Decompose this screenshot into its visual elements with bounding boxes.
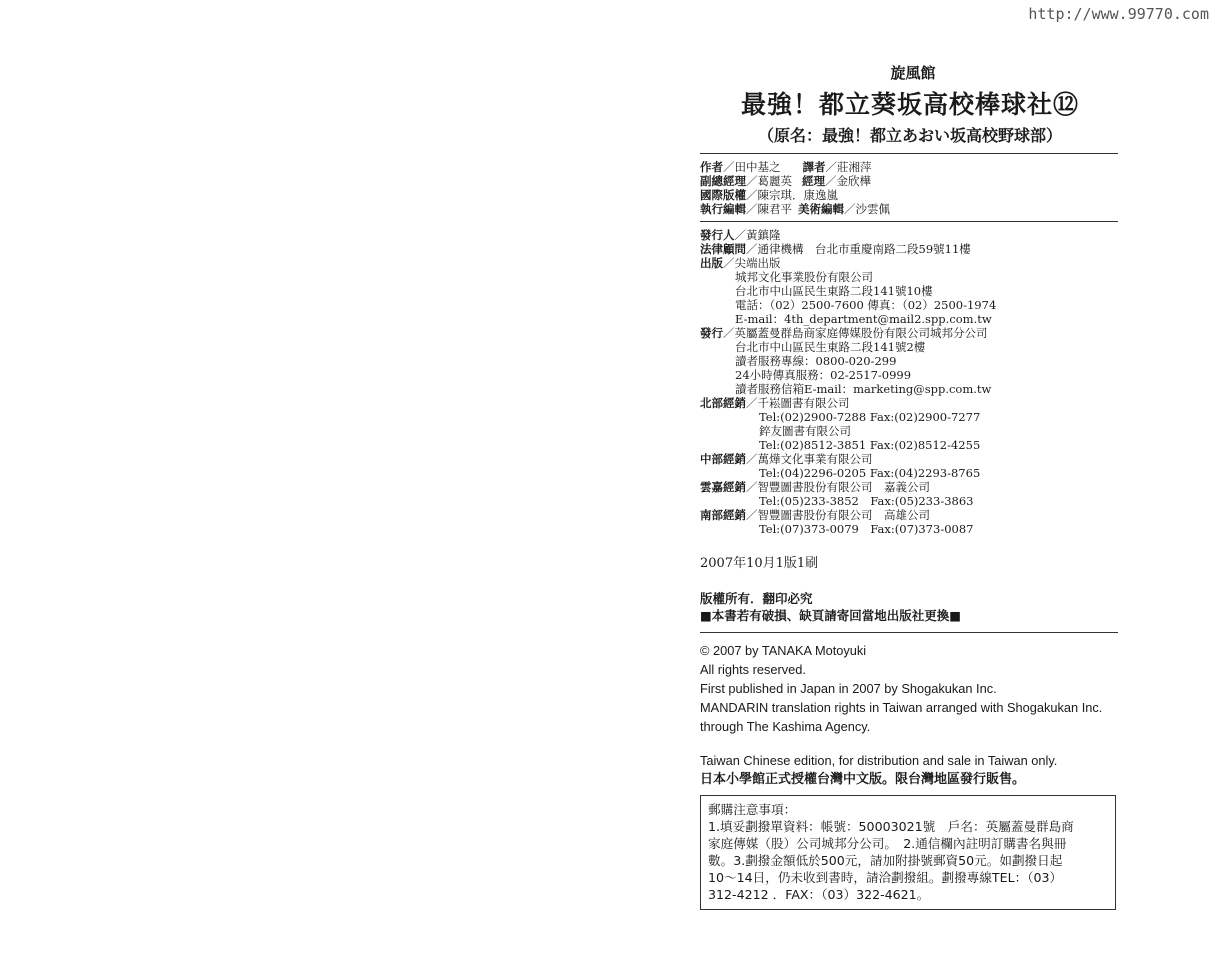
dist-detail: 讀者服務信箱E-mail：marketing@spp.com.tw — [735, 382, 992, 396]
credit-row — [700, 174, 1120, 188]
print-date: 2007年10月1版1刷 — [700, 556, 819, 571]
credit-label: 作者 — [700, 160, 723, 174]
credit-value: ／葛麗英 — [746, 174, 792, 188]
chiayi-line — [700, 480, 1120, 494]
value: ／通律機構 台北市重慶南路二段59號11樓 — [746, 242, 971, 256]
credit-row — [700, 160, 1120, 174]
value: ／智豐圖書股份有限公司 嘉義公司 — [746, 480, 930, 494]
credits-block — [700, 160, 1120, 216]
copyright-line: © 2007 by TANAKA Motoyuki — [700, 643, 867, 658]
copyright-line: All rights reserved. — [700, 662, 806, 677]
mail-order-notice — [700, 795, 1116, 910]
publish-detail: 台北市中山區民生東路二段141號10樓 — [735, 284, 933, 298]
copyright-line: First published in Japan in 2007 by Shogakukan Inc. — [700, 681, 997, 696]
north-line — [700, 396, 1120, 410]
credit-label: 執行編輯 — [700, 202, 746, 216]
central-detail: Tel:(04)2296-0205 Fax:(04)2293-8765 — [759, 466, 981, 480]
credit-label: 美術編輯 — [798, 202, 844, 216]
credit-value: ／沙雲佩 — [844, 202, 890, 216]
dist-detail: 24小時傳真服務：02-2517-0999 — [735, 368, 912, 382]
dist-detail: 讀者服務專線：0800-020-299 — [735, 354, 897, 368]
label: 發行人 — [700, 228, 735, 242]
value: ／尖端出版 — [723, 256, 781, 270]
divider — [700, 632, 1118, 633]
issuer-line — [700, 228, 1120, 242]
notice-line: 10～14日，仍未收到書時，請洽劃撥組。劃撥專線TEL：（03） — [708, 870, 1063, 885]
credit-value: ／陳君平 — [746, 202, 792, 216]
rights-line: 版權所有．翻印必究 — [700, 591, 813, 606]
label: 中部經銷 — [700, 452, 746, 466]
credit-row — [700, 188, 1120, 202]
notice-line: 1.填妥劃撥單資料：帳號：50003021號 戶名：英屬蓋曼群島商 — [708, 819, 1074, 834]
notice-line: 312-4212 ．FAX：（03）322-4621。 — [708, 887, 930, 902]
credit-value: ／金欣樺 — [825, 174, 871, 188]
value: ／英屬蓋曼群島商家庭傳媒股份有限公司城邦分公司 — [723, 326, 988, 340]
credit-label: 譯者 — [802, 160, 826, 174]
publisher-block — [700, 228, 1120, 536]
credit-value: ／莊湘萍 — [825, 160, 872, 174]
credit-label: 副總經理 — [700, 174, 746, 188]
divider — [700, 221, 1118, 222]
label: 雲嘉經銷 — [700, 480, 746, 494]
label: 發行 — [700, 326, 723, 340]
north-detail: Tel:(02)8512-3851 Fax:(02)8512-4255 — [759, 438, 981, 452]
publish-detail: 城邦文化事業股份有限公司 — [735, 270, 873, 284]
credit-value: ／田中基之 — [723, 160, 781, 174]
label: 法律顧問 — [700, 242, 746, 256]
credit-row — [700, 202, 1120, 216]
publish-detail: E-mail：4th_department@mail2.spp.com.tw — [735, 312, 992, 326]
credit-value: ／陳宗琪．康逸嵐 — [746, 188, 838, 202]
dist-line — [700, 326, 1120, 340]
watermark-url: http://www.99770.com — [1028, 5, 1209, 23]
book-title: 最強！都立葵坂高校棒球社⑫ — [740, 90, 1079, 119]
value: ／千崧圖書有限公司 — [746, 396, 850, 410]
original-title: （原名：最強！都立あおい坂高校野球部） — [757, 126, 1062, 145]
english-copyright — [700, 641, 1120, 770]
divider — [700, 153, 1118, 154]
publish-detail: 電話：（02）2500-7600 傳真：（02）2500-1974 — [735, 298, 997, 312]
label: 北部經銷 — [700, 396, 746, 410]
copyright-line: MANDARIN translation rights in Taiwan arranged with Shogakukan Inc. — [700, 700, 1103, 715]
north-detail: 錊友圖書有限公司 — [759, 424, 851, 438]
imprint-name: 旋風館 — [890, 64, 936, 82]
south-detail: Tel:(07)373-0079 Fax:(07)373-0087 — [759, 522, 974, 536]
notice-line: 數。3.劃撥金額低於500元，請加附掛號郵資50元。如劃撥日起 — [708, 853, 1063, 868]
copyright-line: through The Kashima Agency. — [700, 719, 871, 734]
rights-line: ■本書若有破損、缺頁請寄回當地出版社更換■ — [700, 608, 962, 623]
central-line — [700, 452, 1120, 466]
value: ／萬燁文化事業有限公司 — [746, 452, 873, 466]
notice-line: 家庭傳媒（股）公司城邦分公司。 2.通信欄內註明訂購書名與冊 — [708, 836, 1067, 851]
legal-line — [700, 242, 1120, 256]
south-line — [700, 508, 1120, 522]
dist-detail: 台北市中山區民生東路二段141號2樓 — [735, 340, 926, 354]
value: ／黃鎮隆 — [734, 228, 781, 242]
colophon-page — [700, 62, 1120, 910]
credit-label: 經理 — [802, 174, 825, 188]
publish-line — [700, 256, 1120, 270]
label: 南部經銷 — [700, 508, 746, 522]
label: 出版 — [700, 256, 723, 270]
edition-note-cn: 日本小學館正式授權台灣中文版。限台灣地區發行販售。 — [700, 772, 1026, 787]
notice-heading: 郵購注意事項： — [708, 802, 797, 817]
north-detail: Tel:(02)2900-7288 Fax:(02)2900-7277 — [759, 410, 981, 424]
value: ／智豐圖書股份有限公司 高雄公司 — [746, 508, 930, 522]
rights-block — [700, 590, 1120, 624]
edition-note: Taiwan Chinese edition, for distribution and sale in Taiwan only. — [700, 753, 1058, 768]
chiayi-detail: Tel:(05)233-3852 Fax:(05)233-3863 — [759, 494, 974, 508]
credit-label: 國際版權 — [700, 188, 746, 202]
